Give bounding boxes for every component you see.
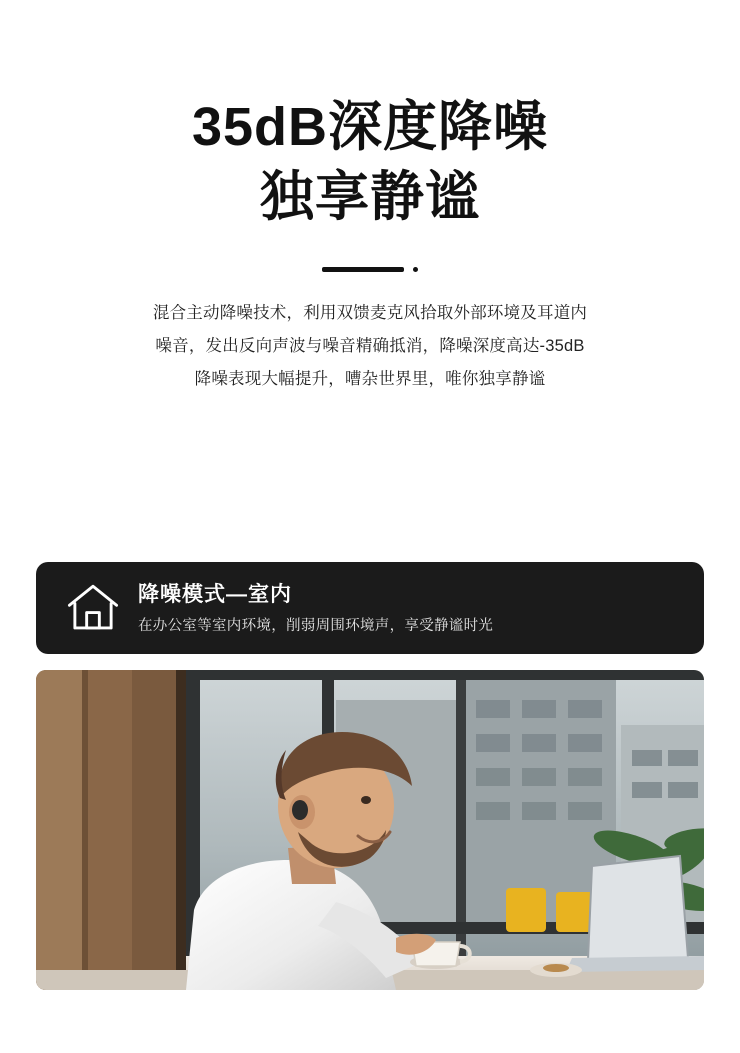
description-line-1: 混合主动降噪技术，利用双馈麦克风拾取外部环境及耳道内	[152, 304, 588, 323]
headline-line-1: 35dB深度降噪	[191, 97, 549, 157]
noise-mode-banner	[36, 562, 704, 654]
home-icon	[62, 577, 124, 639]
banner-text	[138, 580, 493, 636]
lifestyle-photo	[36, 670, 704, 990]
divider-bar	[322, 267, 404, 272]
description-block	[70, 297, 670, 396]
divider-dot	[413, 267, 418, 272]
banner-title: 降噪模式—室内	[138, 583, 292, 607]
page-title	[0, 96, 740, 229]
description-line-3: 降噪表现大幅提升，嘈杂世界里，唯你独享静谧	[194, 370, 546, 389]
divider	[0, 263, 740, 275]
banner-subtitle: 在办公室等室内环境，削弱周围环境声，享受静谧时光	[138, 617, 494, 634]
headline-line-2: 独享静谧	[260, 166, 480, 227]
headline-block	[0, 0, 740, 229]
description-line-2: 噪音，发出反向声波与噪音精确抵消，降噪深度高达-35dB	[155, 337, 585, 356]
